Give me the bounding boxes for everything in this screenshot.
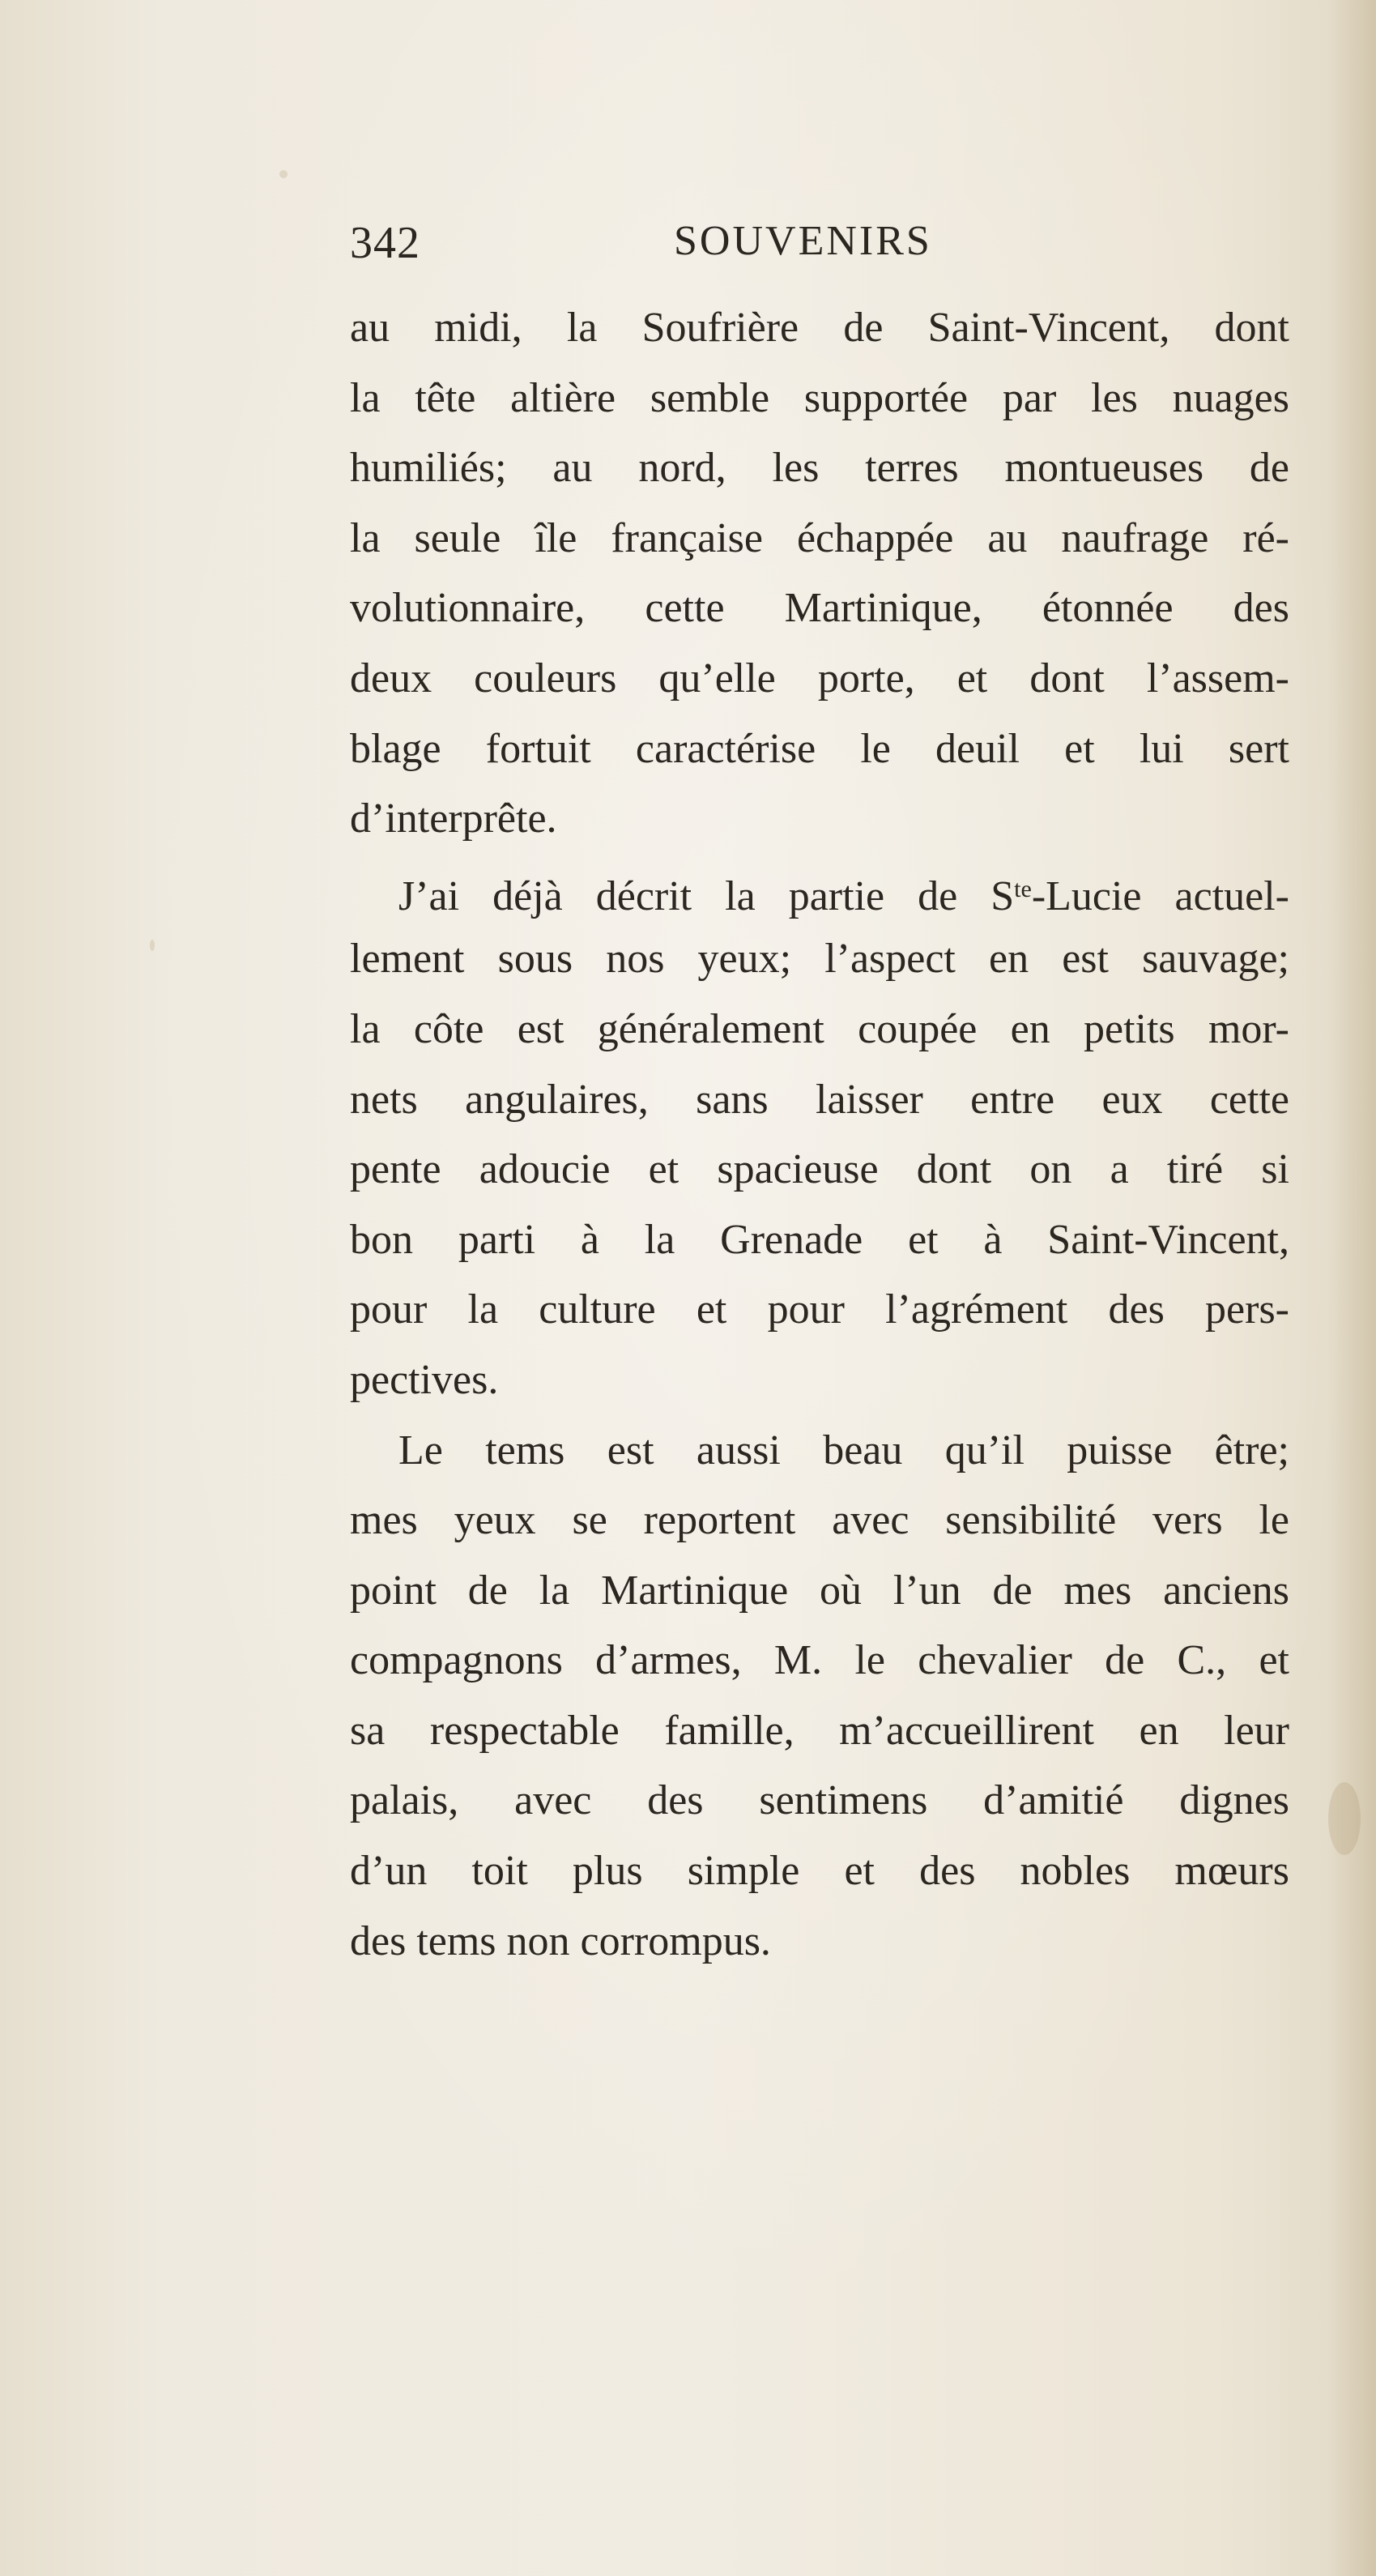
text-line: blage fortuit caractérise le deuil et lui sert — [350, 725, 1289, 772]
text-line — [350, 855, 1289, 925]
page-number: 342 — [350, 218, 420, 268]
text-fragment: J’ai déjà décrit la partie de S — [398, 872, 1015, 919]
paper-stain — [279, 170, 288, 178]
text-line: des tems non corrompus. — [350, 1917, 771, 1964]
text-line: deux couleurs qu’elle porte, et dont l’assem- — [350, 655, 1289, 702]
superscript-abbreviation: te — [1014, 875, 1032, 902]
text-line: la seule île française échappée au naufrage ré- — [350, 514, 1289, 561]
paper-stain — [1328, 1782, 1361, 1855]
text-line: palais, avec des sentimens d’amitié dignes — [350, 1777, 1289, 1824]
text-line: pectives. — [350, 1356, 499, 1403]
text-line: la côte est généralement coupée en petits mor- — [350, 1005, 1289, 1052]
text-line: d’un toit plus simple et des nobles mœurs — [350, 1848, 1289, 1895]
text-line: sa respectable famille, m’accueillirent en leur — [350, 1707, 1289, 1754]
text-line: humiliés; au nord, les terres montueuses de — [350, 445, 1289, 492]
text-line: compagnons d’armes, M. le chevalier de C., et — [350, 1637, 1289, 1684]
text-line: Le tems est aussi beau qu’il puisse être; — [398, 1427, 1289, 1474]
text-line: nets angulaires, sans laisser entre eux cette — [350, 1076, 1289, 1123]
running-title: SOUVENIRS — [674, 218, 932, 264]
body-text — [350, 293, 1289, 1977]
text-line: d’interprête. — [350, 795, 557, 842]
text-line: bon parti à la Grenade et à Saint-Vincent, — [350, 1216, 1289, 1263]
text-line: la tête altière semble supportée par les nuages — [350, 374, 1289, 421]
text-line: pour la culture et pour l’agrément des pers- — [350, 1286, 1289, 1333]
text-line: volutionnaire, cette Martinique, étonnée des — [350, 585, 1289, 632]
text-line: lement sous nos yeux; l’aspect en est sauvage; — [350, 936, 1289, 983]
text-fragment: -Lucie actuel- — [1031, 872, 1290, 919]
text-line: point de la Martinique où l’un de mes anciens — [350, 1567, 1289, 1614]
page-header — [350, 217, 1289, 282]
paper-stain — [150, 940, 155, 951]
text-line: pente adoucie et spacieuse dont on a tiré si — [350, 1146, 1289, 1193]
page-edge-shadow — [1327, 0, 1376, 2576]
text-line: au midi, la Soufrière de Saint-Vincent, dont — [350, 305, 1289, 351]
text-line: mes yeux se reportent avec sensibilité vers le — [350, 1497, 1289, 1544]
